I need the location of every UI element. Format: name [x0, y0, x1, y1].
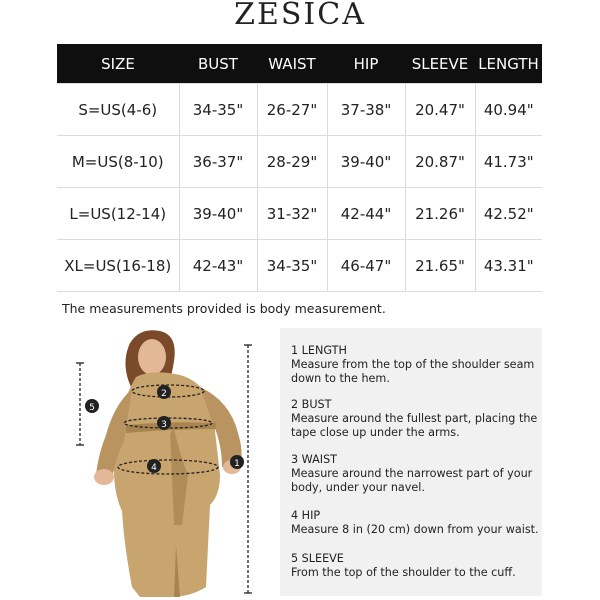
table-cell: 34-35"	[179, 84, 257, 136]
table-cell: 26-27"	[257, 84, 327, 136]
guide-title: 2 BUST	[291, 398, 332, 411]
table-row	[57, 136, 542, 188]
measurement-guide	[280, 328, 542, 596]
marker-3	[157, 416, 171, 430]
guide-item-waist	[291, 453, 539, 495]
guide-text: Measure around the fullest part, placing the tape close up under the arms.	[291, 412, 538, 439]
guide-item-sleeve	[291, 552, 539, 580]
table-cell: 39-40"	[179, 188, 257, 240]
header-size: SIZE	[57, 44, 179, 84]
guide-item-hip	[291, 509, 539, 537]
table-row	[57, 84, 542, 136]
table-cell: 42.52"	[475, 188, 542, 240]
header-hip: HIP	[327, 44, 405, 84]
table-cell: 34-35"	[257, 240, 327, 292]
table-cell: 37-38"	[327, 84, 405, 136]
table-cell: 21.65"	[405, 240, 475, 292]
table-cell: 39-40"	[327, 136, 405, 188]
marker-1	[230, 455, 244, 469]
table-header-row	[57, 44, 542, 84]
model-figure	[70, 325, 275, 600]
header-waist: WAIST	[257, 44, 327, 84]
table-cell: L=US(12-14)	[57, 188, 179, 240]
table-cell: M=US(8-10)	[57, 136, 179, 188]
marker-5	[85, 399, 99, 413]
guide-text: Measure around the narrowest part of your body, under your navel.	[291, 467, 533, 494]
size-chart-table	[57, 44, 542, 292]
svg-text:5: 5	[89, 403, 95, 413]
svg-text:1: 1	[234, 459, 240, 469]
table-cell: S=US(4-6)	[57, 84, 179, 136]
table-cell: 28-29"	[257, 136, 327, 188]
table-row	[57, 188, 542, 240]
table-cell: 36-37"	[179, 136, 257, 188]
table-cell: XL=US(16-18)	[57, 240, 179, 292]
table-cell: 46-47"	[327, 240, 405, 292]
marker-4	[147, 459, 161, 473]
guide-item-length	[291, 344, 539, 386]
table-cell: 31-32"	[257, 188, 327, 240]
header-length: LENGTH	[475, 44, 542, 84]
guide-text: Measure 8 in (20 cm) down from your waist.	[291, 523, 539, 536]
guide-title: 3 WAIST	[291, 453, 338, 466]
guide-item-bust	[291, 398, 539, 440]
svg-text:2: 2	[161, 389, 167, 399]
guide-title: 5 SLEEVE	[291, 552, 344, 565]
header-sleeve: SLEEVE	[405, 44, 475, 84]
table-cell: 40.94"	[475, 84, 542, 136]
guide-text: From the top of the shoulder to the cuff.	[291, 566, 516, 579]
guide-text: Measure from the top of the shoulder seam down to the hem.	[291, 358, 535, 385]
marker-2	[157, 385, 171, 399]
table-cell: 42-43"	[179, 240, 257, 292]
brand-logo: ZESICA	[234, 0, 366, 32]
guide-title: 4 HIP	[291, 509, 321, 522]
guide-title: 1 LENGTH	[291, 344, 347, 357]
table-row	[57, 240, 542, 292]
svg-text:3: 3	[161, 420, 167, 430]
header-bust: BUST	[179, 44, 257, 84]
table-cell: 42-44"	[327, 188, 405, 240]
table-cell: 43.31"	[475, 240, 542, 292]
table-cell: 20.87"	[405, 136, 475, 188]
table-cell: 20.47"	[405, 84, 475, 136]
svg-text:4: 4	[151, 463, 157, 473]
table-cell: 21.26"	[405, 188, 475, 240]
measurement-note: The measurements provided is body measurement.	[62, 301, 386, 316]
table-cell: 41.73"	[475, 136, 542, 188]
